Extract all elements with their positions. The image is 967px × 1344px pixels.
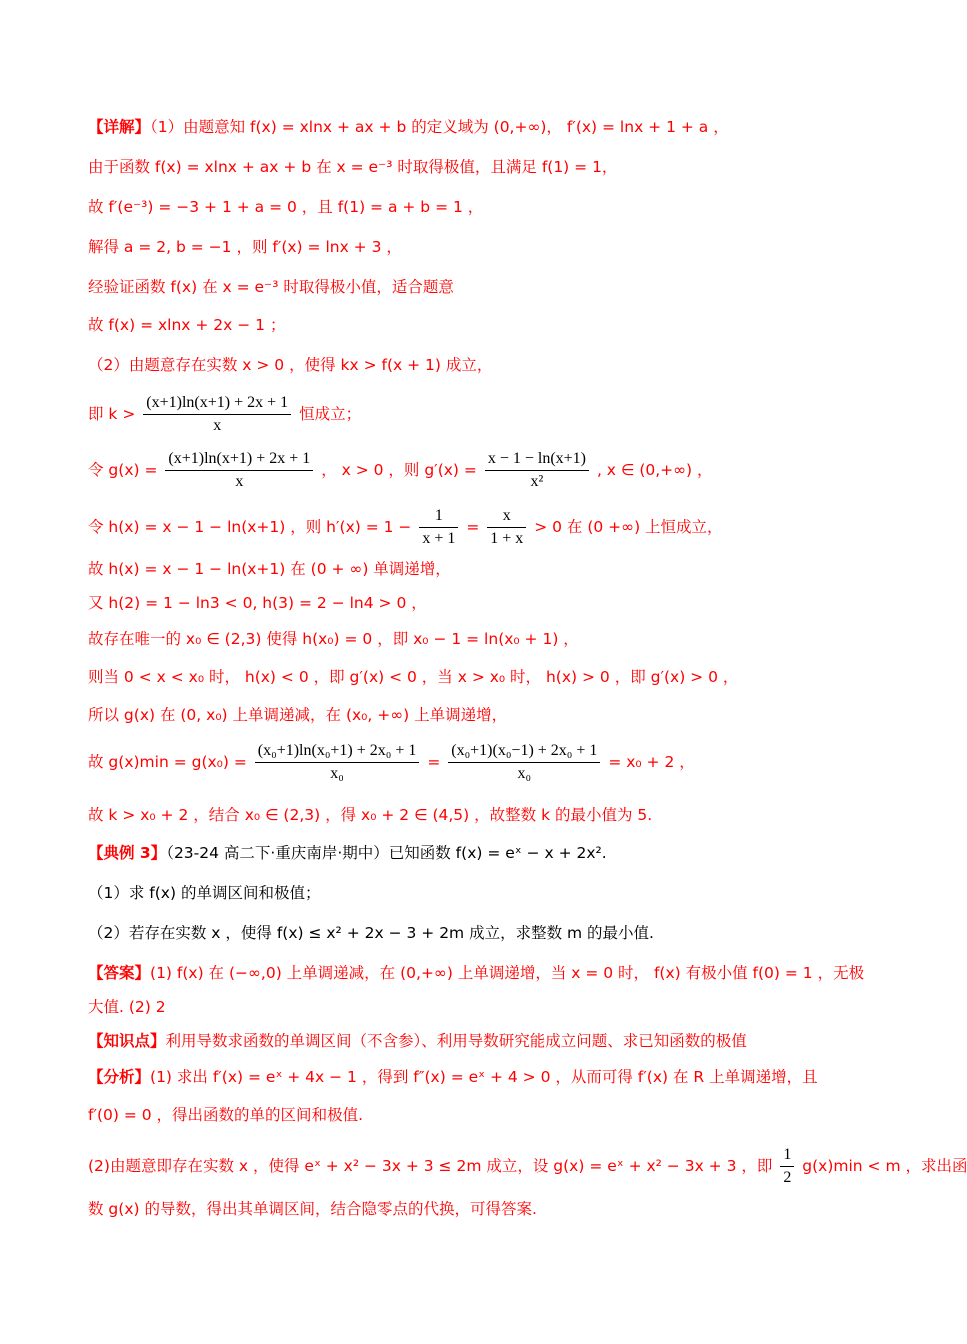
- line-0: [88, 116, 729, 138]
- text: 又 h(2) = 1 − ln3 < 0, h(3) = 2 − ln4 > 0 ，: [88, 594, 427, 612]
- line-24: [88, 1104, 363, 1126]
- label-answer: 【答案】: [88, 964, 151, 982]
- text: 即 k >: [88, 405, 136, 423]
- text: > 0 在 (0 +∞) 上恒成立，: [534, 518, 723, 536]
- text: （23-24 高二下·重庆南岸·期中）已知函数 f(x) = eˣ − x + 2x².: [166, 844, 607, 862]
- denominator: x₀: [517, 765, 532, 782]
- numerator: (x₀+1)(x₀−1) + 2x₀ + 1: [448, 740, 600, 763]
- numerator: 1: [780, 1144, 794, 1167]
- text: (1) f(x) 在 (−∞,0) 上单调递减，在 (0,+∞) 上单调递增，当 x = 0 时， f(x) 有极小值 f(0) = 1 ，无极: [150, 964, 865, 982]
- text: 经验证函数 f(x) 在 x = e⁻³ 时取得极小值，适合题意: [88, 278, 454, 296]
- line-8: [88, 448, 713, 493]
- fraction: [487, 505, 526, 550]
- text: （1）求 f(x) 的单调区间和极值；: [88, 884, 321, 902]
- numerator: x − 1 − ln(x+1): [485, 448, 589, 471]
- fraction: [485, 448, 589, 493]
- line-13: [88, 666, 738, 688]
- line-18: [88, 882, 320, 904]
- text: 令 h(x) = x − 1 − ln(x+1) ，则 h′(x) = 1 −: [88, 518, 412, 536]
- fraction: [448, 740, 600, 785]
- text: （2）若存在实数 x ，使得 f(x) ≤ x² + 2x − 3 + 2m 成立，求整数 m 的最小值.: [88, 924, 654, 942]
- denominator: x²: [530, 473, 544, 490]
- text: g(x)min < m ，求出函: [802, 1157, 967, 1175]
- line-2: [88, 196, 483, 218]
- text: 故 k > x₀ + 2 ，结合 x₀ ∈ (2,3) ，得 x₀ + 2 ∈ (4,5) ，故整数 k 的最小值为 5.: [88, 806, 653, 824]
- fraction: [143, 392, 291, 437]
- denominator: x₀: [330, 765, 344, 782]
- fraction: [255, 740, 420, 785]
- fraction: [165, 448, 313, 493]
- text: 所以 g(x) 在 (0, x₀) 上单调递减，在 (x₀, +∞) 上单调递增，: [88, 706, 508, 724]
- text: 恒成立；: [299, 405, 362, 423]
- text: 数 g(x) 的导数，得出其单调区间，结合隐零点的代换，可得答案.: [88, 1200, 537, 1218]
- text: 由于函数 f(x) = xlnx + ax + b 在 x = e⁻³ 时取得极值，且满足 f(1) = 1，: [88, 158, 618, 176]
- denominator: x: [235, 473, 244, 490]
- text: 故 h(x) = x − 1 − ln(x+1) 在 (0 + ∞) 单调递增，: [88, 560, 451, 578]
- text: （1）由题意知 f(x) = xlnx + ax + b 的定义域为 (0,+∞)， f′(x) = lnx + 1 + a ，: [150, 118, 729, 136]
- text: 大值. (2) 2: [88, 998, 166, 1016]
- text: 则当 0 < x < x₀ 时， h(x) < 0 ，即 g′(x) < 0 ，当 x > x₀ 时， h(x) > 0 ，即 g′(x) > 0 ，: [88, 668, 739, 686]
- fraction: [419, 505, 458, 550]
- numerator: (x₀+1)ln(x₀+1) + 2x₀ + 1: [255, 740, 420, 763]
- text: =: [466, 518, 480, 536]
- line-21: [88, 996, 166, 1018]
- denominator: 1 + x: [490, 530, 524, 547]
- text: 故存在唯一的 x₀ ∈ (2,3) 使得 h(x₀) = 0 ，即 x₀ − 1 = ln(x₀ + 1) ，: [88, 630, 579, 648]
- line-12: [88, 628, 579, 650]
- label-analysis: 【分析】: [88, 1068, 151, 1086]
- numerator: (x+1)ln(x+1) + 2x + 1: [143, 392, 291, 415]
- text: , x ∈ (0,+∞) ，: [596, 461, 713, 479]
- text: 解得 a = 2, b = −1 ，则 f′(x) = lnx + 3 ，: [88, 238, 402, 256]
- denominator: 2: [783, 1169, 792, 1186]
- line-20: [88, 962, 864, 984]
- line-3: [88, 236, 402, 258]
- text: 故 f′(e⁻³) = −3 + 1 + a = 0 ，且 f(1) = a + b = 1 ，: [88, 198, 484, 216]
- text: f′(0) = 0 ，得出函数的单的区间和极值.: [88, 1106, 363, 1124]
- line-26: [88, 1198, 537, 1220]
- line-22: [88, 1030, 747, 1052]
- text: 故 f(x) = xlnx + 2x − 1 ；: [88, 316, 286, 334]
- denominator: x: [213, 417, 222, 434]
- text: (2)由题意即存在实数 x ，使得 eˣ + x² − 3x + 3 ≤ 2m 成立，设 g(x) = eˣ + x² − 3x + 3 ，即: [88, 1157, 773, 1175]
- numerator: 1: [419, 505, 458, 528]
- label-knowledge: 【知识点】: [88, 1032, 166, 1050]
- line-5: [88, 314, 285, 336]
- line-11: [88, 592, 427, 614]
- text: （2）由题意存在实数 x > 0 ，使得 kx > f(x + 1) 成立，: [88, 356, 493, 374]
- line-6: [88, 354, 492, 376]
- label-detail: 【详解】: [88, 118, 151, 136]
- line-10: [88, 558, 451, 580]
- text: 利用导数求函数的单调区间（不含参）、利用导数研究能成立问题、求已知函数的极值: [165, 1032, 747, 1050]
- label-example: 【典例 3】: [88, 844, 167, 862]
- text: = x₀ + 2 ，: [608, 753, 695, 771]
- line-14: [88, 704, 507, 726]
- line-7: [88, 392, 361, 437]
- line-4: [88, 276, 454, 298]
- text: 令 g(x) =: [88, 461, 158, 479]
- line-16: [88, 804, 652, 826]
- fraction: [780, 1144, 794, 1189]
- numerator: (x+1)ln(x+1) + 2x + 1: [165, 448, 313, 471]
- text: (1) 求出 f′(x) = eˣ + 4x − 1 ，得到 f″(x) = eˣ + 4 > 0 ，从而可得 f′(x) 在 R 上单调递增，且: [150, 1068, 818, 1086]
- line-9: [88, 505, 723, 550]
- line-25: [88, 1144, 967, 1189]
- text: ， x > 0 ，则 g′(x) =: [321, 461, 477, 479]
- text: 故 g(x)min = g(x₀) =: [88, 753, 247, 771]
- denominator: x + 1: [422, 530, 456, 547]
- line-17: [88, 842, 607, 864]
- line-1: [88, 156, 617, 178]
- numerator: x: [487, 505, 526, 528]
- line-19: [88, 922, 654, 944]
- line-15: [88, 740, 695, 785]
- line-23: [88, 1066, 818, 1088]
- text: =: [427, 753, 441, 771]
